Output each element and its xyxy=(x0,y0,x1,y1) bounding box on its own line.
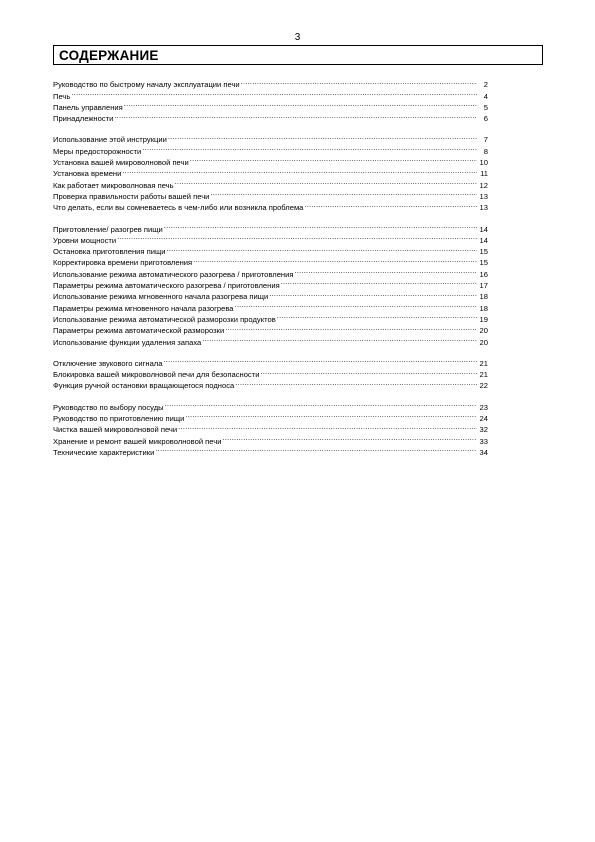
toc-dot-leader xyxy=(241,76,477,87)
toc-entry-page: 21 xyxy=(479,370,488,380)
toc-entry-page: 8 xyxy=(483,146,488,156)
toc-entry-page: 34 xyxy=(479,447,488,457)
toc-entry-page: 7 xyxy=(483,135,488,145)
toc-dot-leader xyxy=(163,355,477,366)
toc-entry-page: 15 xyxy=(479,247,488,257)
toc-dot-leader xyxy=(294,265,477,276)
toc-entry-label: Функция ручной остановки вращающегося подноса xyxy=(53,381,235,391)
toc-entry-page: 19 xyxy=(479,314,488,324)
toc-entry-page: 20 xyxy=(479,337,488,347)
toc-entry-page: 16 xyxy=(479,269,488,279)
toc-entry-page: 6 xyxy=(483,114,488,124)
toc-dot-leader xyxy=(277,311,477,322)
toc-dot-leader xyxy=(281,277,477,288)
toc-entry-label: Отключение звукового сигнала xyxy=(53,358,163,368)
toc-entry xyxy=(53,355,488,366)
toc-dot-leader xyxy=(155,444,477,455)
toc-entry-page: 4 xyxy=(483,91,488,101)
toc-entry-label: Установка времени xyxy=(53,169,122,179)
toc-entry-page: 14 xyxy=(479,235,488,245)
toc-entry-label: Блокировка вашей микроволновой печи для безопасности xyxy=(53,370,260,380)
toc-entry-page: 10 xyxy=(479,158,488,168)
toc-entry-label: Проверка правильности работы вашей печи xyxy=(53,191,210,201)
toc-dot-leader xyxy=(190,154,477,165)
toc-group xyxy=(53,355,488,389)
toc-entry xyxy=(53,76,488,90)
contents-title-box xyxy=(53,45,543,65)
toc-entry-label: Печь xyxy=(53,91,71,101)
toc-dot-leader xyxy=(178,421,477,432)
toc-entry xyxy=(53,398,488,412)
toc-dot-leader xyxy=(142,142,477,153)
toc-entry xyxy=(53,243,488,257)
toc-dot-leader xyxy=(185,410,477,421)
toc-entry-page: 24 xyxy=(479,414,488,424)
toc-entry-page: 18 xyxy=(479,303,488,313)
toc-entry-page: 2 xyxy=(483,80,488,90)
toc-group xyxy=(53,76,488,124)
toc-entry xyxy=(53,220,488,234)
toc-dot-leader xyxy=(304,199,477,210)
toc-entry-page: 11 xyxy=(480,169,488,179)
toc-group xyxy=(53,398,488,457)
toc-dot-leader xyxy=(222,432,477,443)
toc-dot-leader xyxy=(117,232,477,243)
toc-dot-leader xyxy=(122,165,477,176)
toc-entry-page: 13 xyxy=(479,203,488,213)
toc-dot-leader xyxy=(114,110,477,121)
toc-entry xyxy=(53,87,488,101)
toc-dot-leader xyxy=(71,87,477,98)
toc-dot-leader xyxy=(210,188,477,199)
toc-dot-leader xyxy=(202,333,477,344)
toc-entry-label: Хранение и ремонт вашей микроволновой печи xyxy=(53,436,222,446)
contents-title: СОДЕРЖАНИЕ xyxy=(59,48,159,63)
toc-group xyxy=(53,131,488,213)
toc-entry-page: 33 xyxy=(479,436,488,446)
toc-entry xyxy=(53,131,488,145)
toc-entry-label: Установка вашей микроволновой печи xyxy=(53,158,189,168)
toc-entry-page: 22 xyxy=(479,381,488,391)
toc-dot-leader xyxy=(165,398,477,409)
toc-entry-label: Принадлежности xyxy=(53,114,114,124)
toc-entry-page: 13 xyxy=(479,191,488,201)
toc-dot-leader xyxy=(235,299,477,310)
toc-entry-page: 12 xyxy=(479,180,488,190)
toc-entry-page: 18 xyxy=(479,292,488,302)
toc-entry-page: 21 xyxy=(479,358,488,368)
toc-entry-label: Руководство по выбору посуды xyxy=(53,402,164,412)
toc-entry-label: Корректировка времени приготовления xyxy=(53,258,193,268)
toc-entry-label: Технические характеристики xyxy=(53,447,155,457)
toc-entry-label: Использование режима автоматического разогрева / приготовления xyxy=(53,269,294,279)
toc-entry-page: 15 xyxy=(479,258,488,268)
toc-entry-label: Как работает микроволновая печь xyxy=(53,180,174,190)
toc-entry-label: Приготовление/ разогрев пищи xyxy=(53,224,163,234)
toc-entry-label: Параметры режима мгновенного начала разогрева xyxy=(53,303,234,313)
toc-dot-leader xyxy=(175,176,477,187)
toc-dot-leader xyxy=(225,322,477,333)
toc-dot-leader xyxy=(235,377,477,388)
toc-entry-label: Чистка вашей микроволновой печи xyxy=(53,425,178,435)
toc-entry-label: Параметры режима автоматической разморозки xyxy=(53,326,225,336)
toc-entry xyxy=(53,99,488,110)
toc-entry-page: 32 xyxy=(479,425,488,435)
page-number: 3 xyxy=(294,32,301,43)
toc-dot-leader xyxy=(269,288,477,299)
toc-entry xyxy=(53,110,488,124)
table-of-contents xyxy=(53,76,488,465)
toc-entry-page: 17 xyxy=(479,281,488,291)
toc-dot-leader xyxy=(260,366,477,377)
toc-entry-label: Параметры режима автоматического разогрева / приготовления xyxy=(53,281,280,291)
toc-entry-label: Руководство по приготовлению пищи xyxy=(53,414,185,424)
toc-group xyxy=(53,220,488,347)
toc-entry-label: Использование режима автоматической разморозки продуктов xyxy=(53,314,276,324)
toc-entry-label: Уровни мощности xyxy=(53,235,117,245)
toc-entry-page: 14 xyxy=(479,224,488,234)
toc-entry-label: Использование функции удаления запаха xyxy=(53,337,202,347)
toc-dot-leader xyxy=(193,254,477,265)
toc-dot-leader xyxy=(168,131,477,142)
toc-entry-label: Меры предосторожности xyxy=(53,146,142,156)
toc-entry-label: Панель управления xyxy=(53,102,123,112)
toc-entry-label: Что делать, если вы сомневаетесь в чем-либо или возникла проблема xyxy=(53,203,304,213)
toc-dot-leader xyxy=(124,99,477,110)
toc-dot-leader xyxy=(166,243,477,254)
toc-dot-leader xyxy=(164,220,477,231)
toc-entry-label: Использование режима мгновенного начала разогрева пищи xyxy=(53,292,269,302)
toc-entry-page: 5 xyxy=(483,102,488,112)
toc-entry-label: Остановка приготовления пищи xyxy=(53,247,166,257)
toc-entry-label: Использование этой инструкции xyxy=(53,135,167,145)
toc-entry-page: 20 xyxy=(479,326,488,336)
toc-entry-label: Руководство по быстрому началу эксплуатации печи xyxy=(53,80,240,90)
toc-entry-page: 23 xyxy=(479,402,488,412)
toc-entry xyxy=(53,232,488,243)
